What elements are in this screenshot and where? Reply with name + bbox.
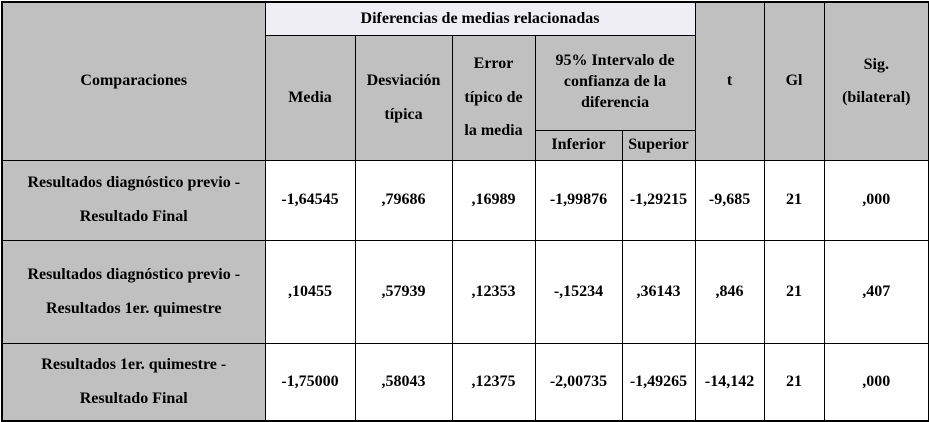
cell-inferior: -1,99876 <box>535 160 622 240</box>
table-row <box>2 240 929 343</box>
cell-desviacion: ,79686 <box>355 160 452 240</box>
cell-sig: ,000 <box>824 343 929 421</box>
cell-inferior: -,15234 <box>535 240 622 343</box>
cell-media: -1,64545 <box>265 160 355 240</box>
desviacion-tipica-column-header: Desviación típica <box>355 35 452 160</box>
cell-desviacion: ,58043 <box>355 343 452 421</box>
row-label: Resultados 1er. quimestre - Resultado Final <box>2 343 265 421</box>
table-row <box>2 343 929 421</box>
table-row <box>2 160 929 240</box>
cell-superior: -1,29215 <box>622 160 695 240</box>
cell-sig: ,407 <box>824 240 929 343</box>
cell-desviacion: ,57939 <box>355 240 452 343</box>
cell-t: ,846 <box>695 240 764 343</box>
cell-media: -1,75000 <box>265 343 355 421</box>
superior-column-header: Superior <box>622 130 695 160</box>
comparaciones-header: Comparaciones <box>2 2 265 160</box>
sig-column-header: Sig. (bilateral) <box>824 2 929 160</box>
cell-gl: 21 <box>764 343 824 421</box>
cell-superior: ,36143 <box>622 240 695 343</box>
cell-error: ,12375 <box>452 343 535 421</box>
gl-column-header: Gl <box>764 2 824 160</box>
cell-sig: ,000 <box>824 160 929 240</box>
error-tipico-column-header: Error típico de la media <box>452 35 535 160</box>
row-label: Resultados diagnóstico previo - Resultado Final <box>2 160 265 240</box>
cell-error: ,16989 <box>452 160 535 240</box>
t-column-header: t <box>695 2 764 160</box>
cell-superior: -1,49265 <box>622 343 695 421</box>
paired-ttest-table <box>1 1 929 422</box>
inferior-column-header: Inferior <box>535 130 622 160</box>
row-label: Resultados diagnóstico previo - Resultados 1er. quimestre <box>2 240 265 343</box>
cell-gl: 21 <box>764 160 824 240</box>
cell-inferior: -2,00735 <box>535 343 622 421</box>
cell-t: -9,685 <box>695 160 764 240</box>
cell-t: -14,142 <box>695 343 764 421</box>
cell-media: ,10455 <box>265 240 355 343</box>
media-column-header: Media <box>265 35 355 160</box>
banner-header-diferencias: Diferencias de medias relacionadas <box>265 2 695 35</box>
intervalo-confianza-header: 95% Intervalo de confianza de la diferencia <box>535 35 695 130</box>
cell-error: ,12353 <box>452 240 535 343</box>
cell-gl: 21 <box>764 240 824 343</box>
